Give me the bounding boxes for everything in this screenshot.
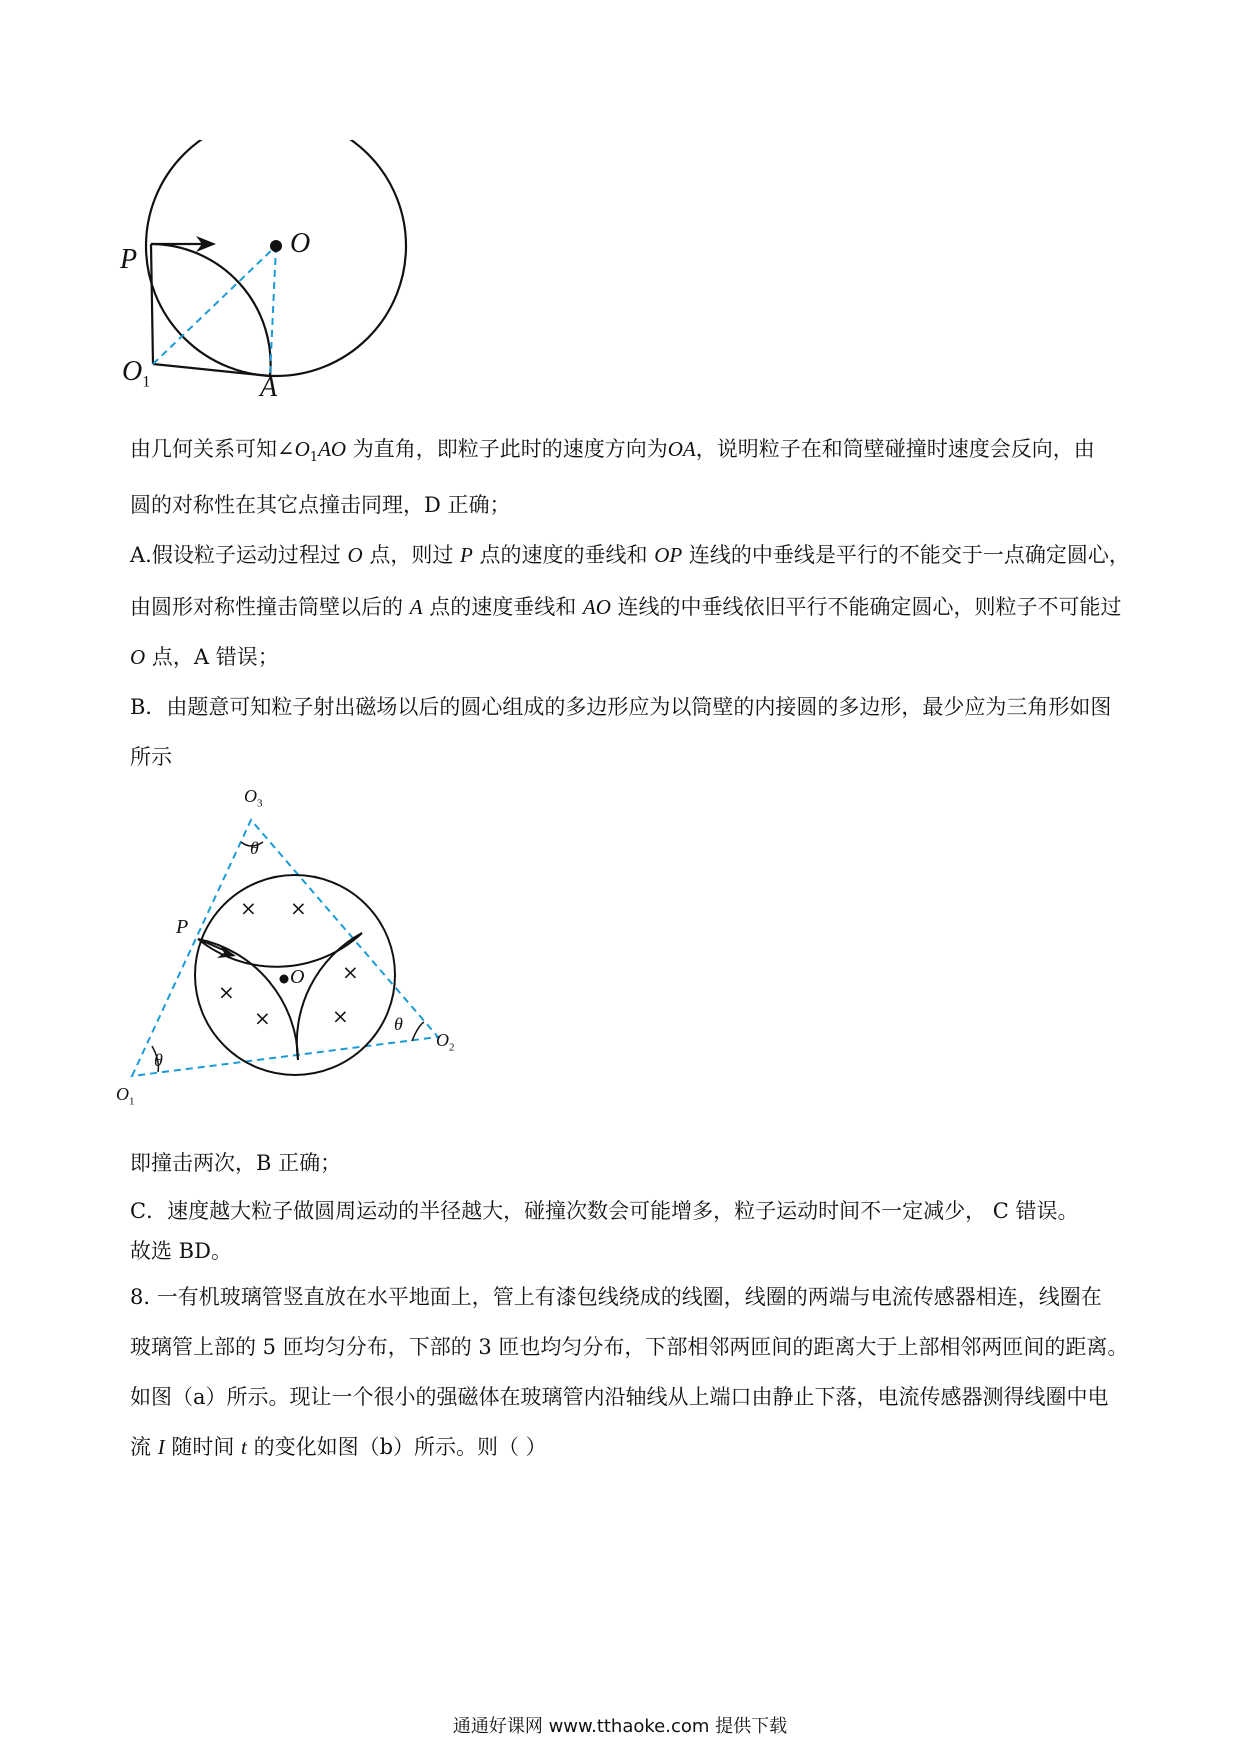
field-cross-6: × <box>254 1006 271 1030</box>
radius-p-o1 <box>151 244 153 364</box>
label-a: A <box>260 372 278 403</box>
line-4: 由圆形对称性撞击筒壁以后的 A 点的速度垂线和 AO 连线的中垂线依旧平行不能确定圆心，则粒子不可能过 <box>130 595 1122 619</box>
line-2: 圆的对称性在其它点撞击同理，D 正确； <box>130 493 511 517</box>
label-theta-o3: θ <box>250 838 259 858</box>
dashed-o1-o <box>153 246 276 364</box>
page-footer: 通通好课网 www.tthaoke.com 提供下载 <box>452 1716 788 1737</box>
label-theta-o1: θ <box>154 1050 163 1070</box>
label-theta-o2: θ <box>394 1014 403 1034</box>
line-9: C．速度越大粒子做圆周运动的半径越大，碰撞次数会可能增多，粒子运动时间不一定减少， C 错误。 <box>130 1199 1079 1223</box>
angle-arc-o2 <box>412 1022 424 1041</box>
field-cross-3: × <box>342 960 359 984</box>
dashed-o-a <box>270 246 276 376</box>
label-o-2: O <box>290 966 305 988</box>
figure-2-triangle-trajectory <box>110 790 490 1120</box>
label-p-2: P <box>176 916 189 938</box>
line-7: 所示 <box>130 745 172 769</box>
field-cross-2: × <box>290 896 307 920</box>
field-cross-4: × <box>218 980 235 1004</box>
line-1: 由几何关系可知$\angle O_1AO$ 为直角，即粒子此时的速度方向为OA，说明粒子在和筒壁碰撞时速度会反向，由 <box>130 437 1095 466</box>
cylinder-circle <box>146 140 406 376</box>
line-3: A.假设粒子运动过程过 O 点，则过 P 点的速度的垂线和 OP 连线的中垂线是平行的不能交于一点确定圆心， <box>130 543 1130 567</box>
line-13: 如图（a）所示。现让一个很小的强磁体在玻璃管内沿轴线从上端口由静止下落，电流传感器测得线圈中电 <box>130 1385 1109 1409</box>
line-5: O 点，A 错误； <box>130 645 279 669</box>
trajectory-arc <box>151 244 271 376</box>
label-o1-2: $O_1$ <box>116 1084 135 1108</box>
label-o: O <box>290 228 311 259</box>
line-12: 玻璃管上部的 5 匝均匀分布，下部的 3 匝也均匀分布，下部相邻两匝间的距离大于上部相邻两匝间的距离。 <box>130 1335 1129 1359</box>
label-o1: $O_1$ <box>122 356 151 391</box>
trajectory-arc-2 <box>297 933 362 1060</box>
label-o2: $O_2$ <box>436 1030 455 1054</box>
line-14: 流 I 随时间 t 的变化如图（b）所示。则（ ） <box>130 1435 547 1459</box>
radius-o1-a <box>153 364 270 376</box>
line-6: B．由题意可知粒子射出磁场以后的圆心组成的多边形应为以筒壁的内接圆的多边形，最少应为三角形如图 <box>130 695 1112 719</box>
field-cross-5: × <box>332 1004 349 1028</box>
line-11: 8. 一有机玻璃管竖直放在水平地面上，管上有漆包线绕成的线圈，线圈的两端与电流传感器相连，线圈在 <box>130 1285 1102 1309</box>
label-o3: $O_3$ <box>244 786 263 810</box>
trajectory-arc-3 <box>198 939 298 1060</box>
field-cross-1: × <box>240 896 257 920</box>
center-dot <box>270 240 282 252</box>
center-dot-2 <box>280 975 289 984</box>
label-p: P <box>120 244 138 275</box>
line-8: 即撞击两次，B 正确； <box>130 1151 342 1175</box>
line-10: 故选 BD。 <box>130 1239 232 1263</box>
